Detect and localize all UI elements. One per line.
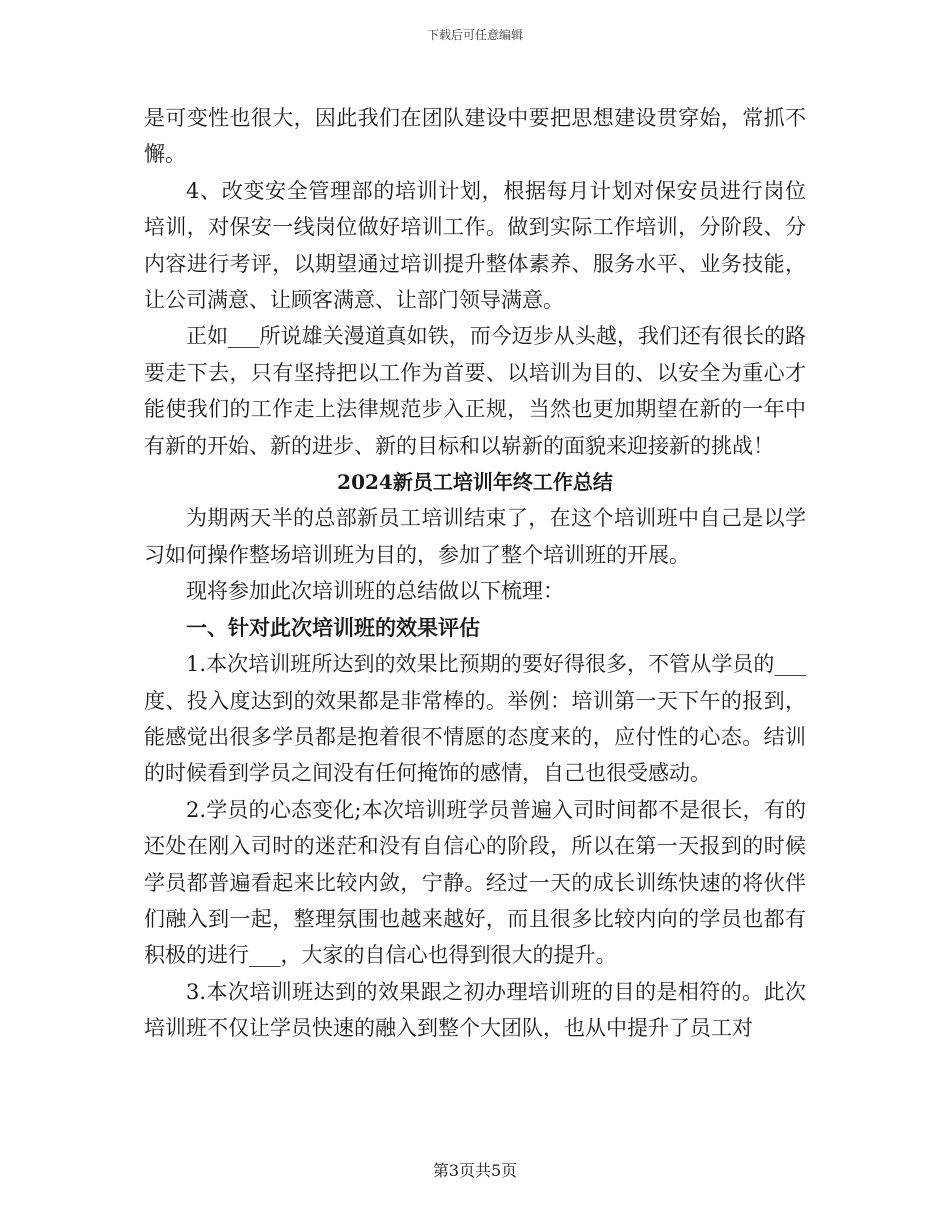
paragraph-4: 为期两天半的总部新员工培训结束了，在这个培训班中自己是以学习如何操作整场培训班为目的，参加了整个培训班的开展。 bbox=[144, 506, 806, 567]
paragraph-6: 1.本次培训班所达到的效果比预期的要好得很多，不管从学员的___度、投入度达到的效果都是非常棒的。举例：培训第一天下午的报到，能感觉出很多学员都是抱着很不情愿的态度来的，应付性的心态。结训的时候看到学员之间没有任何掩饰的感情，自己也很受感动。 bbox=[144, 652, 806, 786]
paragraph-2: 4、改变安全管理部的培训计划，根据每月计划对保安员进行岗位培训，对保安一线岗位做好培训工作。做到实际工作培训，分阶段、分内容进行考评，以期望通过培训提升整体素养、服务水平、业务技能，让公司满意、让顾客满意、让部门领导满意。 bbox=[144, 178, 806, 313]
paragraph-8: 3.本次培训班达到的效果跟之初办理培训班的目的是相符的。此次培训班不仅让学员快速的融入到整个大团队，也从中提升了员工对 bbox=[144, 979, 806, 1041]
page-header: 下载后可任意编辑 bbox=[426, 28, 523, 42]
paragraph-3: 正如___所说雄关漫道真如铁，而今迈步从头越，我们还有很长的路要走下去，只有坚持把以工作为首要、以培训为目的、以安全为重心才能使我们的工作走上法律规范步入正规，当然也更加期望在新的一年中有新的开始、新的进步、新的目标和以崭新的面貌来迎接新的挑战！ bbox=[144, 324, 806, 458]
section-title: 2024新员工培训年终工作总结 bbox=[337, 470, 613, 495]
document-body bbox=[144, 100, 806, 1047]
paragraph-5: 现将参加此次培训班的总结做以下梳理： bbox=[186, 579, 564, 604]
paragraph-1: 是可变性也很大，因此我们在团队建设中要把思想建设贯穿始，常抓不懈。 bbox=[144, 106, 806, 167]
subheading-1: 一、针对此次培训班的效果评估 bbox=[186, 614, 480, 640]
page-footer: 第3页共5页 bbox=[432, 1161, 518, 1180]
paragraph-7: 2.学员的心态变化;本次培训班学员普遍入司时间都不是很长，有的还处在刚入司时的迷茫和没有自信心的阶段，所以在第一天报到的时候学员都普遍看起来比较内敛，宁静。经过一天的成长训练快速的将伙伴们融入到一起，整理氛围也越来越好，而且很多比较内向的学员也都有积极的进行___，大家的自信心也得到很大的提升。 bbox=[144, 797, 806, 968]
